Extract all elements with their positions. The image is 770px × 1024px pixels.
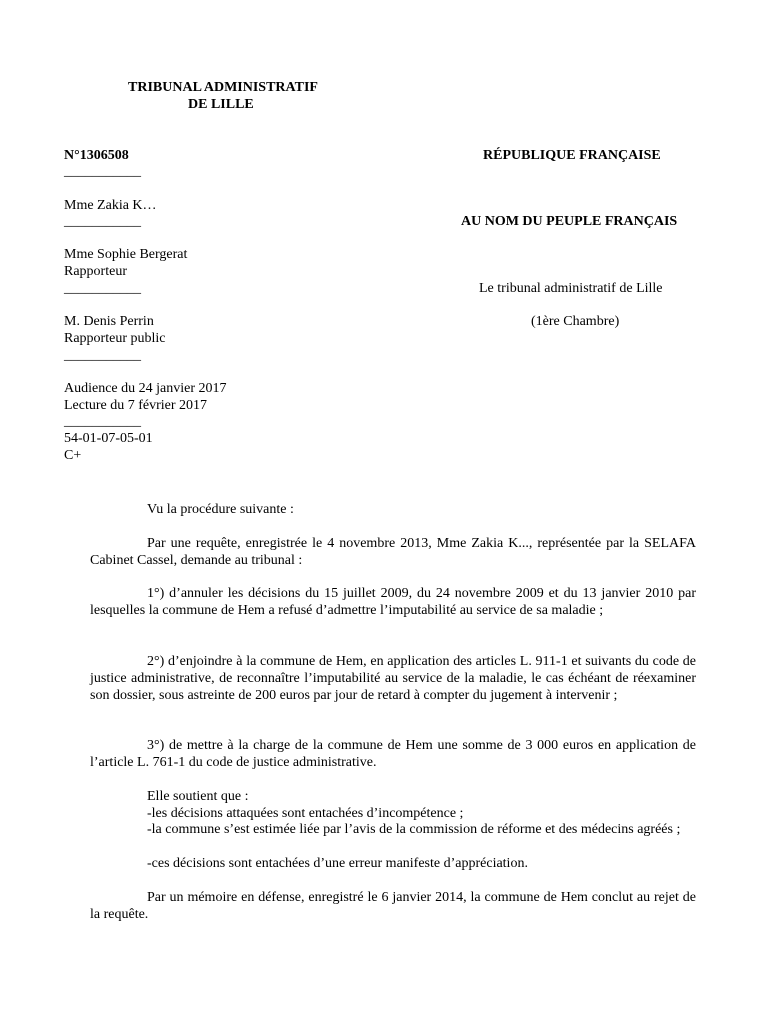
argument-item: -la commune s’est estimée liée par l’avis de la commission de réforme et des médecins agréés ;: [147, 822, 681, 837]
chamber-line: (1ère Chambre): [531, 314, 620, 329]
separator: ___________: [64, 281, 141, 296]
paragraph-claim-3: 3°) de mettre à la charge de la commune de Hem une somme de 3 000 euros en application de l’article L. 761-1 du code de justice administrative.: [90, 738, 696, 770]
separator: ___________: [64, 164, 141, 179]
paragraph-request: Par une requête, enregistrée le 4 novembre 2013, Mme Zakia K..., représentée par la SELAFA Cabinet Cassel, demande au tribunal :: [90, 536, 696, 568]
hearing-date: Audience du 24 janvier 2017: [64, 381, 227, 396]
republic-heading: RÉPUBLIQUE FRANÇAISE: [483, 148, 661, 163]
in-name-heading: AU NOM DU PEUPLE FRANÇAIS: [461, 214, 678, 229]
classification-grade: C+: [64, 448, 82, 463]
case-number: N°1306508: [64, 148, 129, 163]
paragraph-claim-2: 2°) d’enjoindre à la commune de Hem, en application des articles L. 911-1 et suivants du code de justice administrative, de reconnaître l’imputabilité au service de la maladie, le cas échéant de réexaminer son dossier, sous astreinte de 200 euros par jour de retard à compter du jugement à intervenir ;: [90, 654, 696, 703]
separator: ___________: [64, 414, 141, 429]
arguments-intro: Elle soutient que :: [147, 789, 249, 804]
tribunal-line: Le tribunal administratif de Lille: [479, 281, 663, 296]
separator: ___________: [64, 214, 141, 229]
court-city: DE LILLE: [188, 97, 254, 112]
procedure-intro: Vu la procédure suivante :: [147, 502, 294, 517]
court-name: TRIBUNAL ADMINISTRATIF: [128, 80, 318, 95]
claimant: Mme Zakia K…: [64, 198, 157, 213]
public-rapporteur-role: Rapporteur public: [64, 331, 166, 346]
rapporteur-name: Mme Sophie Bergerat: [64, 247, 188, 262]
rapporteur-role: Rapporteur: [64, 264, 127, 279]
paragraph-defense: Par un mémoire en défense, enregistré le 6 janvier 2014, la commune de Hem conclut au rejet de la requête.: [90, 890, 696, 922]
reading-date: Lecture du 7 février 2017: [64, 398, 208, 413]
argument-item: -les décisions attaquées sont entachées d’incompétence ;: [147, 806, 464, 821]
separator: ___________: [64, 348, 141, 363]
paragraph-claim-1: 1°) d’annuler les décisions du 15 juillet 2009, du 24 novembre 2009 et du 13 janvier 2010 par lesquelles la commune de Hem a refusé d’admettre l’imputabilité au service de sa maladie ;: [90, 586, 696, 618]
argument-item: -ces décisions sont entachées d’une erreur manifeste d’appréciation.: [147, 856, 528, 871]
classification-code: 54-01-07-05-01: [64, 431, 153, 446]
public-rapporteur-name: M. Denis Perrin: [64, 314, 154, 329]
